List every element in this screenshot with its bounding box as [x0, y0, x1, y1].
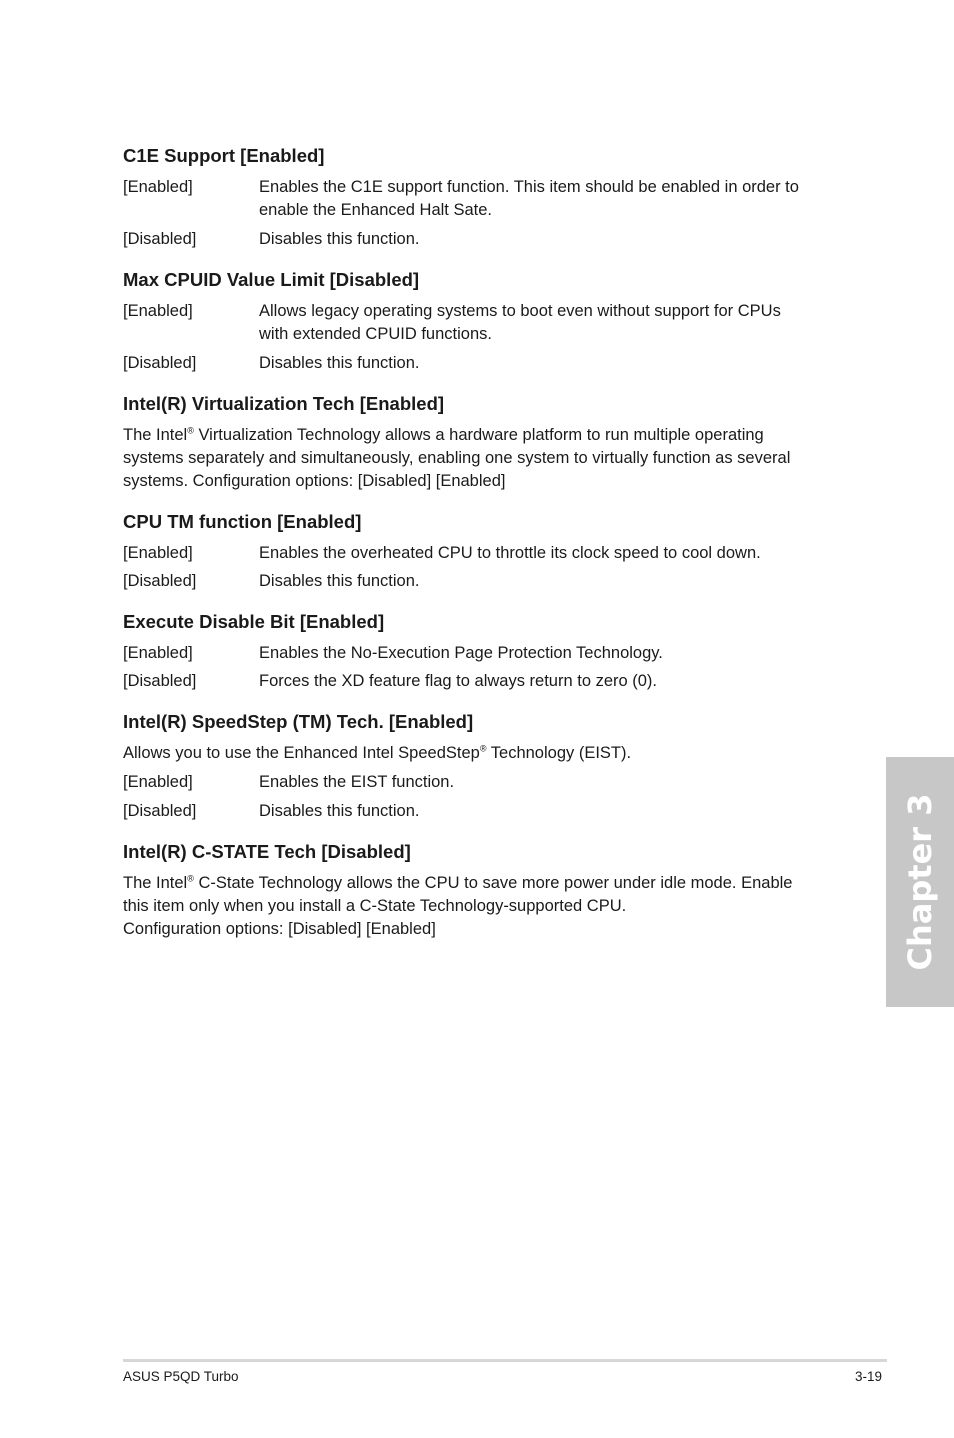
section-title: Intel(R) Virtualization Tech [Enabled] — [123, 393, 445, 414]
section-cpu-tm-function — [123, 510, 833, 593]
section-description: The Intel® Virtualization Technology allows a hardware platform to run multiple operating systems separately and simultaneously, enabling one system to virtually function as several systems. Configuration options: [Disabled] [Enabled] — [123, 425, 791, 490]
option-description: Forces the XD feature flag to always return to zero (0). — [259, 672, 658, 690]
option-row — [123, 352, 833, 375]
section-title: C1E Support [Enabled] — [123, 145, 325, 166]
option-row — [123, 800, 833, 823]
option-key: [Enabled] — [123, 644, 193, 662]
footer-product-name: ASUS P5QD Turbo — [123, 1369, 239, 1384]
option-key: [Disabled] — [123, 230, 197, 248]
option-row — [123, 771, 833, 794]
option-key: [Enabled] — [123, 302, 193, 320]
section-speedstep-tech — [123, 710, 833, 823]
section-c1e-support — [123, 144, 833, 251]
section-title: Execute Disable Bit [Enabled] — [123, 611, 385, 632]
option-key: [Disabled] — [123, 802, 197, 820]
section-virtualization-tech — [123, 392, 833, 493]
section-execute-disable-bit — [123, 610, 833, 693]
option-key: [Enabled] — [123, 178, 193, 196]
option-description: Disables this function. — [259, 572, 420, 590]
option-row — [123, 228, 833, 251]
option-row — [123, 300, 833, 346]
option-description: Disables this function. — [259, 802, 420, 820]
option-description: Disables this function. — [259, 354, 420, 372]
section-title: Max CPUID Value Limit [Disabled] — [123, 269, 420, 290]
option-key: [Enabled] — [123, 544, 193, 562]
section-c-state-tech — [123, 840, 833, 941]
option-description: Enables the EIST function. — [259, 773, 455, 791]
section-description: The Intel® C-State Technology allows the CPU to save more power under idle mode. Enable this item only when you install a C-State Technology-supported CPU. Configuration options: [Disabled] [Enabled] — [123, 873, 793, 938]
section-max-cpuid — [123, 268, 833, 375]
chapter-tab — [886, 757, 954, 1007]
option-row — [123, 670, 833, 693]
page-content — [123, 144, 833, 941]
option-description: Enables the overheated CPU to throttle its clock speed to cool down. — [259, 544, 761, 562]
footer-divider — [123, 1359, 887, 1362]
option-row — [123, 570, 833, 593]
option-key: [Disabled] — [123, 354, 197, 372]
chapter-label: Chapter 3 — [901, 793, 939, 971]
option-key: [Disabled] — [123, 572, 197, 590]
footer-page-number: 3-19 — [855, 1369, 883, 1384]
option-key: [Enabled] — [123, 773, 193, 791]
option-row — [123, 642, 833, 665]
option-description: Allows legacy operating systems to boot even without support for CPUs with extended CPUID functions. — [259, 302, 781, 343]
option-description: Disables this function. — [259, 230, 420, 248]
option-key: [Disabled] — [123, 672, 197, 690]
section-title: CPU TM function [Enabled] — [123, 511, 362, 532]
section-description: Allows you to use the Enhanced Intel SpeedStep® Technology (EIST). — [123, 743, 632, 762]
option-row — [123, 176, 833, 222]
section-title: Intel(R) C-STATE Tech [Disabled] — [123, 841, 411, 862]
option-description: Enables the C1E support function. This item should be enabled in order to enable the Enhanced Halt Sate. — [259, 178, 799, 219]
section-title: Intel(R) SpeedStep (TM) Tech. [Enabled] — [123, 711, 474, 732]
option-description: Enables the No-Execution Page Protection Technology. — [259, 644, 663, 662]
option-row — [123, 542, 833, 565]
